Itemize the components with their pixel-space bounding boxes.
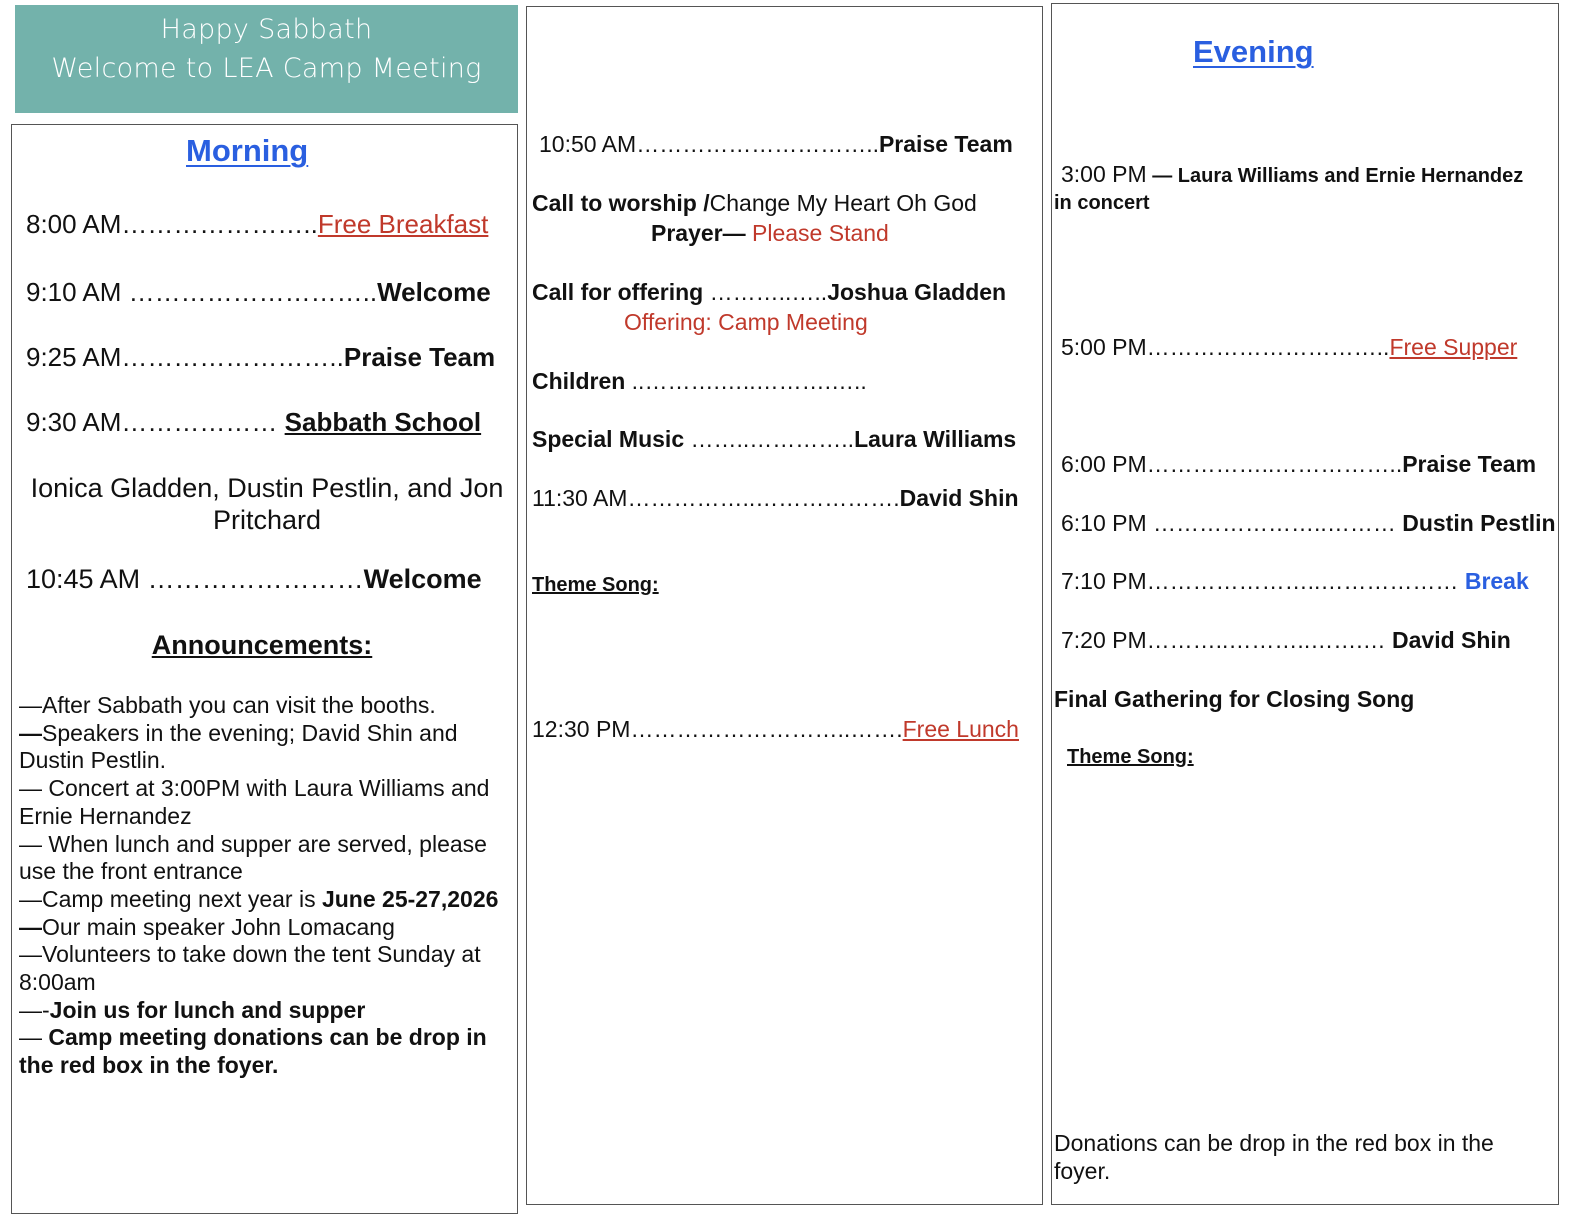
announcement-item: —-Join us for lunch and supper xyxy=(19,996,366,1023)
header-banner xyxy=(15,5,518,113)
theme-song-label: Theme Song: xyxy=(532,574,659,596)
schedule-row-welcome: 9:10 AM ………………………..Welcome xyxy=(26,277,491,307)
welcome-text: Welcome to LEA Camp Meeting xyxy=(51,53,482,84)
announcements-list xyxy=(19,692,514,1080)
worship-panel xyxy=(526,6,1043,1205)
call-to-worship: Call to worship /Change My Heart Oh God xyxy=(532,190,977,216)
announcement-item: — Concert at 3:00PM with Laura Williams and Ernie Hernandez xyxy=(19,775,490,829)
schedule-row-welcome-2: 10:45 AM ……………………Welcome xyxy=(26,564,482,594)
sabbath-school-speakers: Ionica Gladden, Dustin Pestlin, and Jon Pritchard xyxy=(30,473,504,535)
prayer-line: Prayer— Please Stand xyxy=(651,220,889,246)
concert-row: 3:00 PM — Laura Williams and Ernie Hernandez in concert xyxy=(1054,161,1524,214)
announcements-heading: Announcements: xyxy=(151,630,373,660)
schedule-row-praise: 9:25 AM……………………..Praise Team xyxy=(26,342,496,372)
special-music: Special Music ……..…………..Laura Williams xyxy=(532,426,1017,452)
greeting-text: Happy Sabbath xyxy=(160,14,373,45)
free-breakfast-link[interactable]: Free Breakfast xyxy=(317,209,489,239)
schedule-row-david: 7:20 PM………..………..…….… David Shin xyxy=(1061,627,1511,653)
morning-heading: Morning xyxy=(186,133,309,168)
schedule-row-sabbath-school: 9:30 AM……………… Sabbath School xyxy=(26,407,482,437)
schedule-row-breakfast: 8:00 AM…………………..Free Breakfast xyxy=(26,209,489,239)
schedule-row-praise-team: 10:50 AM…………………………..Praise Team xyxy=(539,131,1013,157)
final-gathering: Final Gathering for Closing Song xyxy=(1054,686,1415,712)
announcement-item: — When lunch and supper are served, please use the front entrance xyxy=(19,830,487,885)
schedule-row-lunch: 12:30 PM………………………..…….Free Lunch xyxy=(532,716,1019,742)
announcement-item: —After Sabbath you can visit the booths. xyxy=(19,692,436,718)
announcement-item: —Volunteers to take down the tent Sunday at 8:00am xyxy=(19,941,481,996)
schedule-row-break: 7:10 PM…………………..……………… Break xyxy=(1061,568,1529,594)
morning-panel xyxy=(11,124,518,1214)
theme-song-label: Theme Song: xyxy=(1067,746,1194,768)
sermon-row: 11:30 AM……………..……………….David Shin xyxy=(532,485,1019,511)
announcement-item: —Our main speaker John Lomacang xyxy=(19,913,395,940)
children-story: Children ..……….…..……….….. xyxy=(532,368,867,394)
evening-heading: Evening xyxy=(1193,34,1314,69)
announcement-item: —Camp meeting next year is June 25-27,2026 xyxy=(19,885,499,912)
schedule-row-dustin: 6:10 PM …………………..……… Dustin Pestlin xyxy=(1061,510,1556,536)
call-for-offering: Call for offering ………..…..Joshua Gladden xyxy=(532,279,1007,305)
schedule-row-praise-evening: 6:00 PM……………..……………..Praise Team xyxy=(1061,451,1537,477)
announcement-item: — Camp meeting donations can be drop in the red box in the foyer. xyxy=(19,1024,487,1079)
offering-note: Offering: Camp Meeting xyxy=(624,309,868,335)
free-lunch-link[interactable]: Free Lunch xyxy=(902,716,1019,742)
announcement-item: —Speakers in the evening; David Shin and Dustin Pestlin. xyxy=(19,719,458,774)
evening-panel xyxy=(1051,3,1559,1205)
free-supper-link[interactable]: Free Supper xyxy=(1389,334,1518,360)
schedule-row-supper: 5:00 PM…………………………..Free Supper xyxy=(1061,334,1518,360)
donations-note: Donations can be drop in the red box in the foyer. xyxy=(1054,1130,1494,1184)
